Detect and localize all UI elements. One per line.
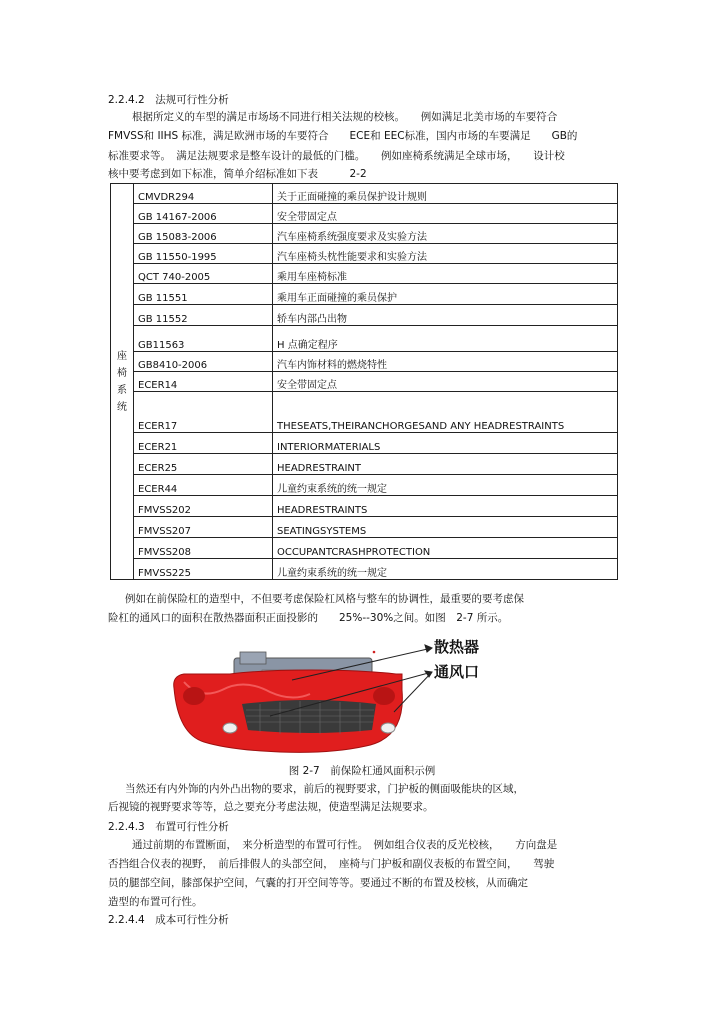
standard-code: FMVSS225 bbox=[134, 559, 273, 580]
table-row bbox=[111, 517, 618, 538]
standard-code: FMVSS208 bbox=[134, 538, 273, 559]
table-row bbox=[111, 264, 618, 284]
paragraph-line: 核中要考虑到如下标准，简单介绍标准如下表 2-2 bbox=[108, 168, 367, 180]
table-row bbox=[111, 284, 618, 305]
standard-description: SEATINGSYSTEMS bbox=[273, 517, 618, 538]
standard-code: FMVSS207 bbox=[134, 517, 273, 538]
section-heading-2243: 2.2.4.3 布置可行性分析 bbox=[108, 821, 229, 833]
table-row bbox=[111, 392, 618, 433]
standard-description: 关于正面碰撞的乘员保护设计规则 bbox=[273, 184, 618, 204]
paragraph-line: 后视镜的视野要求等等，总之要充分考虑法规，使造型满足法规要求。 bbox=[108, 801, 434, 813]
table-row bbox=[111, 538, 618, 559]
table-row bbox=[111, 475, 618, 496]
standard-description: OCCUPANTCRASHPROTECTION bbox=[273, 538, 618, 559]
standard-description: 汽车座椅头枕性能要求和实验方法 bbox=[273, 244, 618, 264]
radiator-label: 散热器 bbox=[434, 638, 480, 656]
paragraph-line: 员的腿部空间，膝部保护空间，气囊的打开空间等等。要通过不断的布置及校核，从而确定 bbox=[108, 877, 528, 889]
standard-code: ECER14 bbox=[134, 372, 273, 392]
standard-code: GB 15083-2006 bbox=[134, 224, 273, 244]
paragraph-line: 例如在前保险杠的造型中，不但要考虑保险杠风格与整车的协调性，最重要的要考虑保 bbox=[125, 593, 524, 605]
group-label-cell bbox=[111, 184, 134, 580]
standard-code: QCT 740-2005 bbox=[134, 264, 273, 284]
standard-code: ECER44 bbox=[134, 475, 273, 496]
standard-code: GB 11550-1995 bbox=[134, 244, 273, 264]
table-row bbox=[111, 559, 618, 580]
table-row bbox=[111, 204, 618, 224]
standard-description: H 点确定程序 bbox=[273, 326, 618, 352]
group-label-char: 椅 bbox=[117, 367, 127, 379]
paragraph-line: 险杠的通风口的面积在散热器面积正面投影的 25%--30%之间。如图 2-7 所示。 bbox=[108, 612, 509, 624]
paragraph-line: 否挡组合仪表的视野， 前后排假人的头部空间， 座椅与门护板和副仪表板的布置空间， 驾驶 bbox=[108, 858, 555, 870]
standard-description: 安全带固定点 bbox=[273, 204, 618, 224]
table-row bbox=[111, 224, 618, 244]
standard-code: ECER17 bbox=[134, 392, 273, 433]
table-row bbox=[111, 372, 618, 392]
standard-description: HEADRESTRAINT bbox=[273, 454, 618, 475]
paragraph-line: 根据所定义的车型的满足市场场不同进行相关法规的校核。 例如满足北美市场的车要符合 bbox=[132, 111, 558, 123]
standard-description: 汽车座椅系统强度要求及实验方法 bbox=[273, 224, 618, 244]
figure-caption: 图 2-7 前保险杠通风面积示例 bbox=[288, 765, 436, 777]
standard-description: INTERIORMATERIALS bbox=[273, 433, 618, 454]
bumper-illustration bbox=[170, 630, 515, 760]
table-row bbox=[111, 305, 618, 326]
standard-description: 安全带固定点 bbox=[273, 372, 618, 392]
standard-code: GB 14167-2006 bbox=[134, 204, 273, 224]
paragraph-line: 当然还有内外饰的内外凸出物的要求，前后的视野要求，门护板的侧面吸能块的区域， bbox=[125, 783, 524, 795]
section-heading-2242: 2.2.4.2 法规可行性分析 bbox=[108, 94, 229, 106]
table-row bbox=[111, 352, 618, 372]
table-row bbox=[111, 184, 618, 204]
table-row bbox=[111, 244, 618, 264]
standard-description: 汽车内饰材料的燃烧特性 bbox=[273, 352, 618, 372]
standard-code: FMVSS202 bbox=[134, 496, 273, 517]
standard-description: THESEATS,THEIRANCHORGESAND ANY HEADRESTRAINTS bbox=[273, 392, 618, 433]
group-label-char: 座 bbox=[117, 350, 127, 362]
group-label-char: 统 bbox=[117, 401, 127, 413]
table-row bbox=[111, 454, 618, 475]
section-heading-2244: 2.2.4.4 成本可行性分析 bbox=[108, 914, 229, 926]
standard-description: HEADRESTRAINTS bbox=[273, 496, 618, 517]
table-row bbox=[111, 433, 618, 454]
paragraph-line: FMVSS和 IIHS 标准，满足欧洲市场的车要符合 ECE和 EEC标准，国内市场的车要满足 GB的 bbox=[108, 130, 578, 142]
table-row bbox=[111, 326, 618, 352]
standard-code: ECER21 bbox=[134, 433, 273, 454]
standard-description: 乘用车正面碰撞的乘员保护 bbox=[273, 284, 618, 305]
standard-code: ECER25 bbox=[134, 454, 273, 475]
standard-code: GB8410-2006 bbox=[134, 352, 273, 372]
standard-description: 轿车内部凸出物 bbox=[273, 305, 618, 326]
standards-table bbox=[110, 183, 618, 580]
standard-description: 乘用车座椅标准 bbox=[273, 264, 618, 284]
standard-description: 儿童约束系统的统一规定 bbox=[273, 559, 618, 580]
standard-code: GB 11552 bbox=[134, 305, 273, 326]
bumper-figure bbox=[170, 630, 515, 760]
paragraph-line: 标准要求等。 满足法规要求是整车设计的最低的门槛。 例如座椅系统满足全球市场， 设计校 bbox=[108, 150, 565, 162]
paragraph-line: 造型的布置可行性。 bbox=[108, 896, 203, 908]
table-row bbox=[111, 496, 618, 517]
vent-label: 通风口 bbox=[434, 663, 480, 681]
marker-dot bbox=[373, 651, 376, 654]
paragraph-line: 通过前期的布置断面， 来分析造型的布置可行性。 例如组合仪表的反光校核， 方向盘是 bbox=[132, 839, 558, 851]
standard-code: GB 11551 bbox=[134, 284, 273, 305]
standard-code: GB11563 bbox=[134, 326, 273, 352]
group-label-char: 系 bbox=[117, 384, 127, 396]
standard-code: CMVDR294 bbox=[134, 184, 273, 204]
standard-description: 儿童约束系统的统一规定 bbox=[273, 475, 618, 496]
